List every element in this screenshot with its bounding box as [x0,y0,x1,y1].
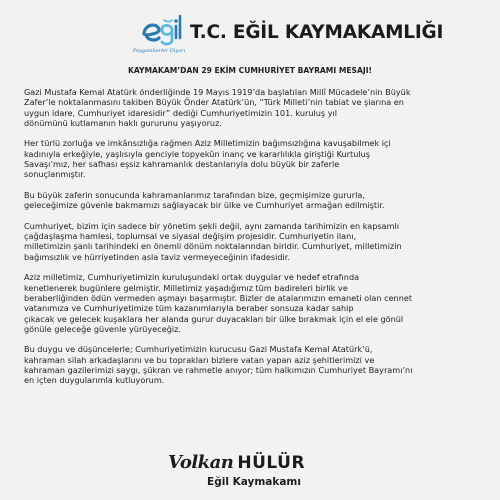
text-line: kadınıyla erkeğiyle, yaşlısıyla genciyle topyekûn inanç ve kararlılıkla giriştiği Kurtuluş [24,148,370,159]
text-line: Gazi Mustafa Kemal Atatürk önderliğinde 19 Mayıs 1919’da başlatılan Millî Mücadele’nin Büyük [24,87,411,97]
text-line: uygun idare, Cumhuriyet idaresidir” dediği Cumhuriyetimizin 101. kuruluş yıl [24,107,338,118]
text-line: çağdaşlaşma hamlesi, toplumsal ve siyasal değişim projesidir. Cumhuriyetin ilanı, [24,231,357,242]
text-line: Bu duygu ve düşüncelerle; Cumhuriyetimizin kurucusu Gazi Mustafa Kemal Atatürk’ü, [24,344,373,355]
text-line: çıkacak ve gelecek kuşaklara her alanda gurur duyacakları bir ülke bırakmak için el ele gönül [24,313,404,324]
paragraph [24,138,484,179]
text-line: milletimizin şanlı tarihindeki en önemli dönüm noktalarından biridir. Cumhuriyet, milletimizin [24,241,402,252]
signatory-name [168,452,305,473]
signatory-title: Eğil Kaymakamı [207,476,301,488]
text-line: kenetlenerek bugünlere gelmiştir. Milletimiz yaşadığımız tüm badireleri birlik ve [24,282,348,293]
text-line: sonuçlanmıştır. [24,169,86,180]
text-line: kahraman silah arkadaşlarını ve bu toprakları bizlere vatan yapan aziz şehitlerimizi ve [24,354,375,365]
egil-logo-icon [138,10,182,48]
text-line: Cumhuriyet, bizim için sadece bir yönetim şekli değil, aynı zamanda tarihimizin en kapsamlı [24,220,400,231]
text-line: kahraman gazilerimizi saygı, şükran ve rahmetle anıyor; tüm halkımızın Cumhuriyet Bayramı’nı [24,365,413,376]
page-title: T.C. EĞİL KAYMAKAMLIĞI [190,22,444,43]
text-line: gönüle geleceğe güvenle yürüyeceğiz. [24,323,181,334]
paragraph [24,87,484,128]
text-line: Zafer’le noktalanmasını takiben Büyük Önder Atatürk’ün, “Türk Milleti’nin tabiat ve şiarına en [24,97,404,108]
district-logo [128,10,190,60]
text-line: Her türlü zorluğa ve imkânsızlığa rağmen Aziz Milletimizin bağımsızlığına kavuşabilmek içi [24,138,391,149]
text-line: vatanımıza ve Cumhuriyetimize tüm kazanımlarıyla beraber sonsuza kadar sahip [24,303,354,314]
signatory-surname: HÜLÜR [237,453,306,473]
message-heading: KAYMAKAM’DAN 29 EKİM CUMHURİYET BAYRAMI MESAJI! [127,66,373,75]
message-body [24,87,484,396]
text-line: Savaşı’mız, her safhası eşsiz kahramanlık destanlarıyla dolu büyük bir zaferle [24,159,340,170]
text-line: bağımsızlık ve hürriyetinden asla taviz vermeyeceğinin ifadesidir. [24,251,290,262]
text-line: en içten duygularımla kutluyorum. [24,375,165,386]
paragraph [24,344,484,385]
paragraph [24,221,484,262]
logo-caption: Peygamberler Diyarı [132,48,186,54]
letterhead [0,6,500,62]
paragraph [24,272,484,334]
signatory-first-name: Volkan [168,452,234,473]
text-line: Aziz milletimiz, Cumhuriyetimizin kuruluşundaki ortak duygular ve hedef etrafında [24,272,360,283]
text-line: beraberliğinden ödün vermeden aşmayı başarmıştır. Bizler de atalarımızın emaneti olan cennet [24,292,413,303]
text-line: Bu büyük zaferin sonucunda kahramanlarımız tarafından bize, geçmişimize gururla, [24,189,365,200]
signature-block [0,452,500,498]
paragraph [24,190,484,211]
text-line: dönümünü kutlamanın haklı gururunu yaşıyoruz. [24,117,222,128]
text-line: geleceğimize güvenle bakmamızı sağlayacak bir ülke ve Cumhuriyet armağan edilmiştir. [24,200,385,211]
